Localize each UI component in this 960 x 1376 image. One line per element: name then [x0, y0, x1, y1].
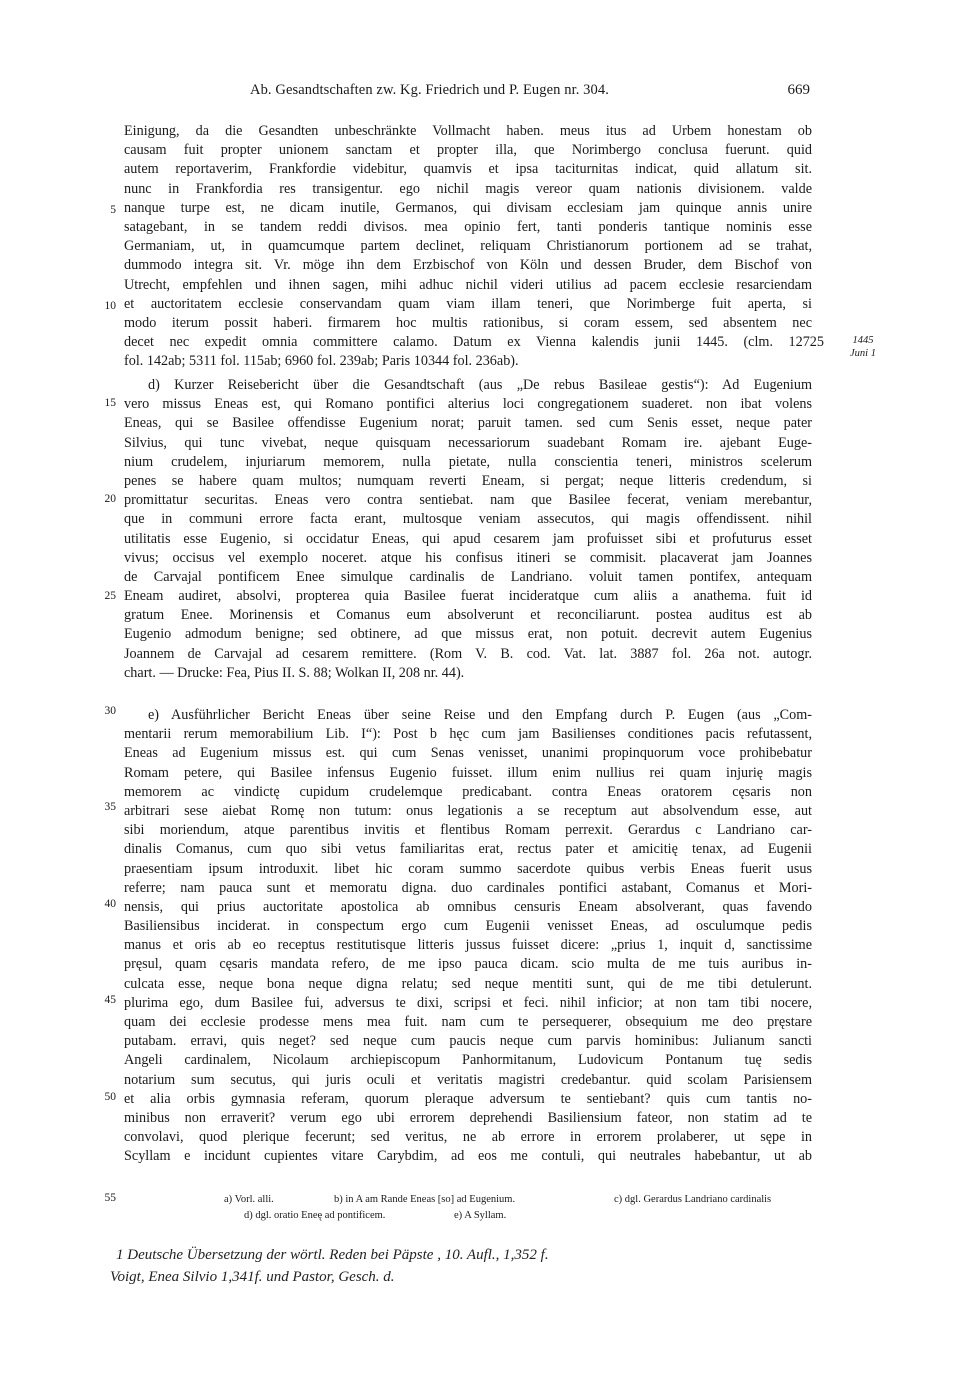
text-line: Utrecht, empfehlen und ihnen sagen, mihi adhuc nichil videri utilius ad pacem ecclesie resarciendam [124, 276, 812, 293]
section-d-text [124, 376, 812, 683]
text-line: plurima ego, dum Basilee fui, adversus te dixi, scripsi et feci. nihil inficior; at non tam tibi nocere, [124, 994, 812, 1011]
text-line: Eugenio admodum benigne; sed obtinere, ad que missus erat, non potuit. decrevit autem Eugenius [124, 626, 812, 643]
text-line: de Carvajal pontificem Enee simulque cardinalis de Landriano. voluit tamen pontifex, antequam [124, 568, 812, 585]
footnote-c: c) dgl. Gerardus Landriano cardinalis [614, 1194, 772, 1205]
text-line: autem reportaverim, Frankfordie videbitur, quamvis et ipsa taciturnitas indicat, quid allatum sit. [124, 161, 812, 178]
text-line: utilitatis esse Eugenio, si occidatur Eneas, qui apud cesarem jam profuisset sibi et profuturus esset [124, 530, 812, 547]
text-line: Silvius, qui tunc vivebat, neque quisquam necessariorum suadebant Romam ire. ajebant Euge- [124, 434, 812, 451]
text-line: promittatur securitas. Eneas vero contra sentiebat. nam que Basilee fecerat, veniam merebantur, [124, 492, 812, 509]
text-line: nanque turpe est, ne dicam inutile, Germanos, qui divisam ecclesiam jam quinque annis unire [124, 199, 812, 216]
text-line: arbitrari sese aiebat Romę non tutum: onus legationis a se receptum aut absolvendum esse, aut [124, 802, 812, 819]
text-line: quam dei ecclesie prodesse mens mea fuit. nam cum te persequerer, obsequium me deo pręstare [124, 1014, 812, 1030]
text-line: nensis, qui prius auctoritate apostolica ab omnibus censuris Eneam absolverant, quas favendo [124, 898, 812, 915]
footnote-line-1 [124, 1192, 812, 1208]
text-line: notarium sum secutus, qui juris oculi et veritatis magistri credebantur. quid scolam Parisiensem [124, 1071, 812, 1088]
text-line: Angeli cardinalem, Nicolaum archiepiscopum Panhormitanum, Ludovicum Pontanum tuę sedis [124, 1052, 812, 1069]
text-line: Scyllam e incidunt cupientes vitare Carybdim, ad eos me contuli, qui neutrales habebantur, ut ab [124, 1148, 812, 1165]
text-line: referre; nam pauca sunt et memoratu digna. duo cardinales pontifici astabant, Comanus et Mori- [124, 879, 812, 896]
text-line: dinalis Comanus, cum quo sibi vetus familiaritas erat, rectus pater et amicitię tenax, ad Eugenii [124, 841, 812, 858]
text-line: Eneam audiret, absolvi, propterea quia Basilee fuerat incideratque cum aliis a anathema. fuit id [124, 588, 812, 605]
line-number: 25 [104, 590, 116, 602]
text-line: Germaniam, ut, in quamcumque partem declinet, reliquam Christianorum portionem ad se trahat, [124, 238, 812, 255]
text-line: penes se habere quam multos; numquam reverti Eneam, si pergat; neque litteris credendum, si [124, 472, 812, 489]
text-line: Eneas, qui se Basilee offendisse Eugenium norat; paruit tamen. sed cum Senis esset, neque pater [124, 415, 812, 432]
handwritten-annotation [110, 1244, 810, 1288]
text-line: minibus non erraverit? verum ego ubi errorem deprehendi Basiliensium fateor, non statim ad te [124, 1109, 812, 1126]
text-line: fol. 142ab; 5311 fol. 115ab; 6960 fol. 239ab; Paris 10344 fol. 236ab). [124, 353, 519, 370]
footnote-e: e) A Syllam. [454, 1210, 507, 1221]
text-line: mentarii rerum memorabilium Lib. I“): Post b hęc cum jam Basilienses conditiones pacis refutassent, [124, 726, 812, 743]
line-number: 10 [104, 300, 116, 312]
line-number: 5 [110, 204, 116, 216]
footnote-d: d) dgl. oratio Eneę ad pontificem. [244, 1210, 386, 1221]
text-line: Joannem de Carvajal ad cesarem remittere. (Rom V. B. cod. Vat. lat. 3887 fol. 26a not. autogr. [124, 645, 812, 662]
text-line: causam fuit propter unionem sanctam et propter illa, que Norimbergo conclusa fuerunt. quid [124, 142, 812, 159]
line-number: 20 [104, 493, 116, 505]
footnote-b: b) in A am Rande Eneas [so] ad Eugenium. [334, 1194, 516, 1205]
text-line: Eneas ad Eugenium missus est. qui cum Senas venisset, unanimi propinquorum voce prohibebatur [124, 745, 812, 762]
text-line: dummodo integra sit. Vr. möge ihn dem Erzbischof von Köln und dessen Bruder, dem Bischof von [124, 257, 812, 274]
text-line: Basiliensibus inciderat. in conspectum ergo cum Eugenii venisset Eneas, ad osculumque pedis [124, 918, 812, 935]
text-line: putabam. erravi, quis neget? sed neque cum paucis neque cum parvis hominibus: Julianum sancti [124, 1033, 812, 1050]
text-line: decet nec expedit omnia committere calamo. Datum ex Vienna kalendis junii 1445. (clm. 12725 [124, 334, 824, 351]
line-number: 40 [104, 898, 116, 910]
text-line: Romam petere, qui Basilee infensus Eugenio fuisset. illum enim nullius rei quam injurię magis [124, 764, 812, 781]
text-line: chart. — Drucke: Fea, Pius II. S. 88; Wolkan II, 208 nr. 44). [124, 664, 465, 681]
text-line: pręsul, quam cęsaris mandata refero, de me ipso pauca dicam. scio multa de me tuis auribus in- [124, 956, 812, 973]
text-line: manus et oris ab eo receptus restitutisque litteris jussus fuisset dicere: „prius 1, inquit d, sanctissime [124, 937, 812, 954]
line-number: 15 [104, 397, 116, 409]
section-c-text [124, 122, 824, 371]
footnote-line-2 [124, 1208, 812, 1224]
section-d-heading: d) Kurzer Reisebericht über die Gesandtschaft (aus „De rebus Basileae gestis“): Ad Eugenium [148, 377, 812, 393]
text-line: sibi moriendum, atque parentibus invitis et flentibus Romam perrexit. Gerardus c Landriano car- [124, 822, 812, 839]
line-number: 35 [104, 801, 116, 813]
margin-date-note [838, 334, 888, 360]
text-line: et alia orbis gymnasia referam, quorum pleraque adversum te sentiebant? quis cum tantis no- [124, 1090, 812, 1107]
section-e-text [124, 706, 812, 1167]
handwritten-line-1: 1 Deutsche Übersetzung der wörtl. Reden bei Päpste , 10. Aufl., 1,352 f. [116, 1247, 549, 1263]
running-head [120, 82, 820, 104]
text-line: nium crudelem, injuriarum memorem, nulla pietate, nulla conscientia teneri, ministros scelerum [124, 453, 812, 470]
text-line: satagebant, in se tandem reddi divisos. mea opinio fert, tanti ponderis tantique nominis esse [124, 218, 812, 235]
text-line: vero missus Eneas est, qui Romano pontifici alterius loci congregationem suaderet. non ibat volens [124, 396, 812, 413]
text-line: modo iterum possit haberi. firmarem hoc multis rationibus, si coram essem, sed absentem nec [124, 314, 812, 331]
margin-day: Juni 1 [850, 348, 876, 359]
text-line: memorem ac vindictę cupidum crudelemque predicabant. contra Eneas oratorem cęsaris non [124, 783, 812, 800]
margin-year: 1445 [852, 335, 874, 346]
text-line: praesentiam ipsum introduxit. libet hic coram summo sacerdote quibus verbis Eneas fuerit usus [124, 860, 812, 877]
text-line: vivus; occisus vel exemplo noceret. atque his confisus itineri se commisit. placaverat jam Joannes [124, 549, 812, 566]
text-line: gratum Enee. Morinensis et Comanus eum absolverunt et reconciliarunt. postea auditus est ab [124, 607, 812, 624]
line-number: 50 [104, 1091, 116, 1103]
footnote-a: a) Vorl. alli. [224, 1194, 274, 1205]
text-line: Einigung, da die Gesandten unbeschränkte Vollmacht haben. meus itus ad Urbem honestam ob [124, 123, 812, 139]
text-line: que in communi errore facta erant, multosque veniam assecutos, qui magis offendissent. nihil [124, 511, 812, 528]
page-number: 669 [787, 82, 810, 98]
section-e-heading: e) Ausführlicher Bericht Eneas über seine Reise und den Empfang durch P. Eugen (aus „Com- [148, 707, 812, 723]
line-number: 30 [104, 705, 116, 717]
handwritten-line-2: Voigt, Enea Silvio 1,341f. und Pastor, Gesch. d. [110, 1269, 395, 1285]
text-line: et auctoritatem ecclesie conservandam quam viam illam teneri, que Norimberge fuit aperta, si [124, 295, 812, 312]
line-number: 55 [104, 1192, 116, 1204]
text-line: culcata esse, neque bona neque digna relatu; sed neque mentiti sunt, qui de me tibi detulerunt. [124, 975, 812, 992]
footnotes [124, 1192, 812, 1224]
text-line: nunc in Frankfordia res transigentur. ego nichil magis vereor quam nationis divisionem. valde [124, 180, 812, 197]
line-number: 45 [104, 994, 116, 1006]
text-line: convolavi, quod plerique fecerunt; sed veritus, ne ab errore in errorem prolaberer, ut sępe in [124, 1129, 812, 1146]
running-title: Ab. Gesandtschaften zw. Kg. Friedrich und P. Eugen nr. 304. [250, 82, 609, 98]
